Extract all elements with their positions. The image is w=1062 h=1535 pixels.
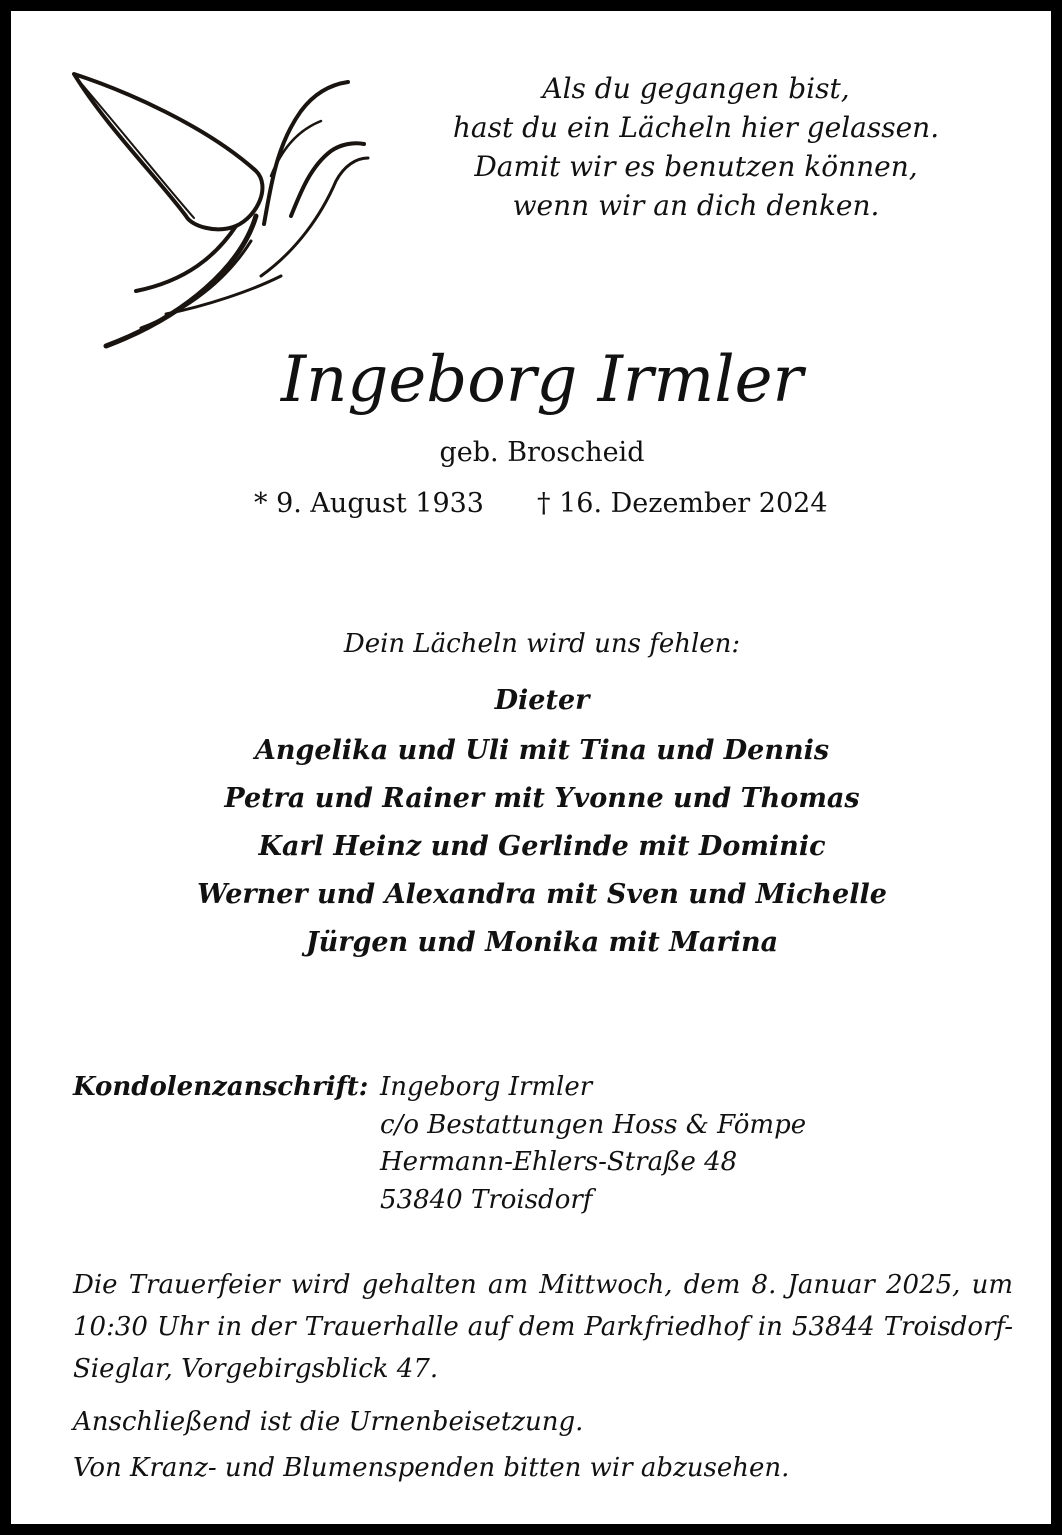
service-note: Anschließend ist die Urnenbeisetzung. xyxy=(73,1407,584,1437)
deceased-name: Ingeborg Irmler xyxy=(280,343,804,417)
mourners-list xyxy=(11,680,1062,970)
poem-line: Als du gegangen bist, xyxy=(542,72,850,105)
condolence-label: Kondolenzanschrift: xyxy=(73,1072,369,1102)
address-line: c/o Bestattungen Hoss & Fömpe xyxy=(380,1109,807,1140)
dove-icon xyxy=(66,66,376,356)
mourner-line: Angelika und Uli mit Tina und Dennis xyxy=(254,735,830,766)
address-line: 53840 Troisdorf xyxy=(380,1184,593,1215)
address-line: Hermann-Ehlers-Straße 48 xyxy=(380,1147,738,1177)
poem-line: hast du ein Lächeln hier gelassen. xyxy=(452,111,940,144)
mourner-line: Karl Heinz und Gerlinde mit Dominic xyxy=(258,831,826,862)
service-note: Von Kranz- und Blumenspenden bitten wir abzusehen. xyxy=(73,1453,790,1483)
address-line: Ingeborg Irmler xyxy=(380,1072,593,1102)
service-info: Die Trauerfeier wird gehalten am Mittwoch, dem 8. Januar 2025, um 10:30 Uhr in der Trauerhalle auf dem Parkfriedhof in 53844 Troisdorf-Sieglar, Vorgebirgsblick 47. xyxy=(73,1270,1013,1384)
mourner-line: Jürgen und Monika mit Marina xyxy=(305,927,779,958)
death-date: † 16. Dezember 2024 xyxy=(537,488,828,519)
poem xyxy=(421,69,971,225)
mourner-line: Werner und Alexandra mit Sven und Michelle xyxy=(197,879,887,910)
address-block xyxy=(380,1069,806,1219)
service-notes xyxy=(73,1399,1013,1491)
poem-line: wenn wir an dich denken. xyxy=(512,189,880,222)
mourner-line: Dieter xyxy=(494,685,590,716)
life-dates xyxy=(254,486,854,522)
mourner-line: Petra und Rainer mit Yvonne und Thomas xyxy=(224,783,860,814)
poem-line: Damit wir es benutzen können, xyxy=(474,150,918,183)
birth-date: * 9. August 1933 xyxy=(254,488,484,519)
mourners-intro: Dein Lächeln wird uns fehlen: xyxy=(343,629,741,659)
maiden-name: geb. Broscheid xyxy=(439,437,645,468)
